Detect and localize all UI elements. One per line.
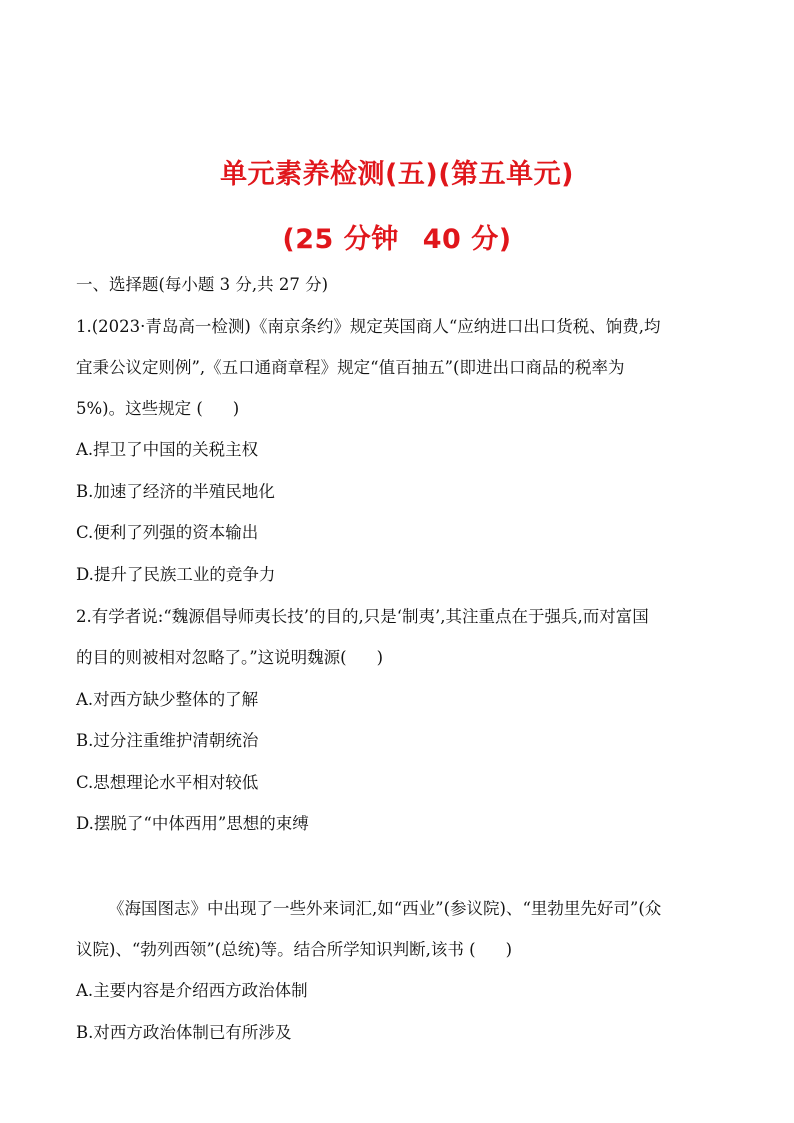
q1-line-1: 1.(2023·青岛高一检测)《南京条约》规定英国商人“应纳进口出口货税、饷费,均: [76, 317, 661, 336]
exam-duration: (25 分钟: [282, 224, 399, 255]
q3-option-b: B.对西方政治体制已有所涉及: [76, 1023, 292, 1042]
answer-paren-close: ): [232, 399, 240, 418]
q2-line-2: 的目的则被相对忽略了。”这说明魏源( ): [76, 648, 384, 667]
q3-line-2: 议院)、“勃列西领”(总统)等。结合所学知识判断,该书 ( ): [76, 940, 513, 959]
q1-line-2: 宜秉公议定则例”,《五口通商章程》规定“值百抽五”(即进出口商品的税率为: [76, 358, 625, 377]
q1-option-a: A.捍卫了中国的关税主权: [76, 440, 259, 459]
q2-option-a: A.对西方缺少整体的了解: [76, 690, 259, 709]
q1-option-d: D.提升了民族工业的竞争力: [76, 565, 276, 584]
answer-paren-close: ): [376, 648, 384, 667]
q3-option-a: A.主要内容是介绍西方政治体制: [76, 981, 308, 1000]
q1-option-c: C.便利了列强的资本输出: [76, 523, 259, 542]
answer-paren-close: ): [505, 940, 513, 959]
q2-option-c: C.思想理论水平相对较低: [76, 773, 259, 792]
page-title: 单元素养检测(五)(第五单元): [220, 159, 574, 190]
q2-option-b: B.过分注重维护清朝统治: [76, 731, 259, 750]
exam-duration-score: [0, 217, 794, 256]
q1-line-3: 5%)。这些规定 ( ): [76, 399, 240, 418]
q2-line-1: 2.有学者说:“魏源倡导师夷长技’的目的,只是‘制夷’,其注重点在于强兵,而对富国: [76, 607, 649, 626]
q2-option-d: D.摆脱了“中体西用”思想的束缚: [76, 814, 309, 833]
section-heading: 一、选择题(每小题 3 分,共 27 分): [76, 275, 329, 294]
q1-option-b: B.加速了经济的半殖民地化: [76, 482, 275, 501]
q3-line-1: 《海国图志》中出现了一些外来词汇,如“西业”(参议院)、“里勃里先好司”(众: [108, 899, 662, 918]
exam-score: 40 分): [422, 224, 512, 255]
